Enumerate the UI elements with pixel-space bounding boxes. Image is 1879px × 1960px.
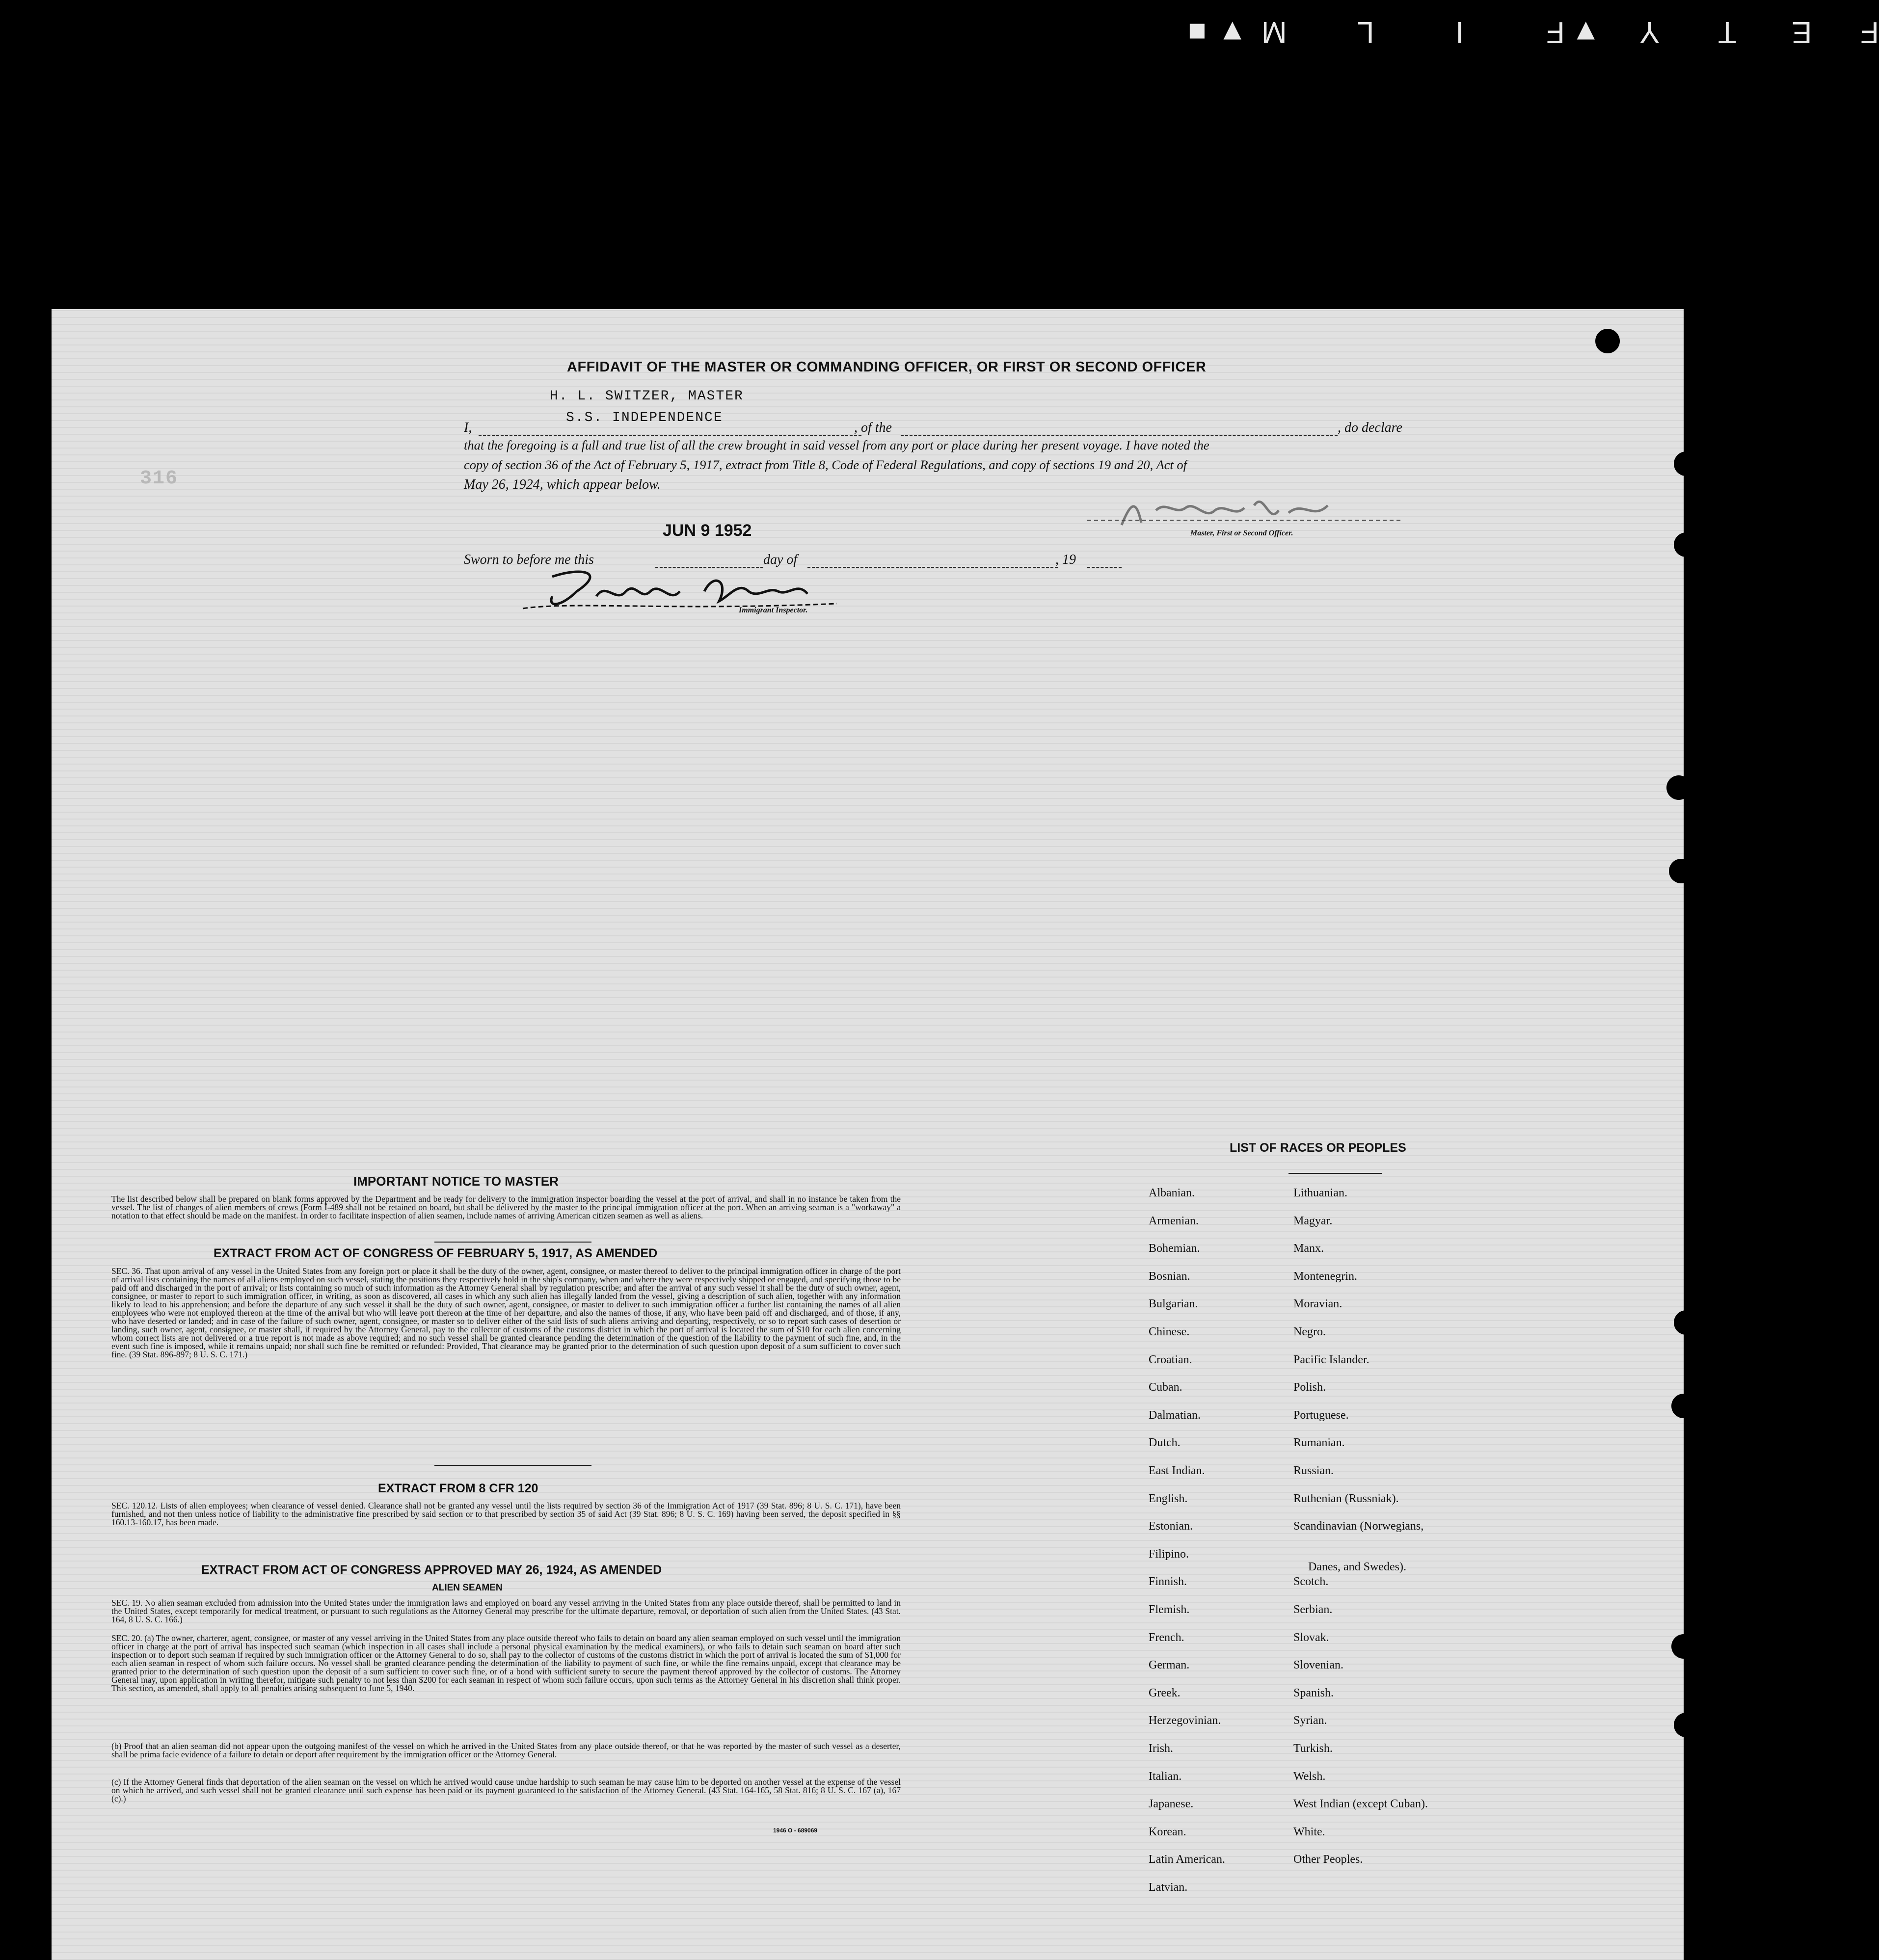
race-item: Rumanian.	[1293, 1436, 1345, 1450]
punch-hole	[1674, 451, 1698, 476]
inspector-caption: Immigrant Inspector.	[739, 606, 808, 614]
affidavit-line-2: that the foregoing is a full and true list of all the crew brought in said vessel from any port or place during her present voyage. I have noted the	[464, 438, 1209, 452]
race-item: Finnish.	[1149, 1575, 1187, 1589]
race-item: Latvian.	[1149, 1881, 1188, 1894]
race-item: Bosnian.	[1149, 1270, 1190, 1283]
punch-hole	[1669, 859, 1693, 883]
extract-1924-sec19: SEC. 19. No alien seaman excluded from admission into the United States under the immigration laws and employed on board any vessel arriving in the United States from any place outside thereof, shall be permitted to land in the United States, except temporarily for medical treatment, or pursuant to such regulations as the Attorney General may prescribe for the ultimate departure, removal, or deportation of such alien from the United States. (43 Stat. 164, 8 U. S. C. 166.)	[111, 1598, 901, 1624]
affidavit-line-3: copy of section 36 of the Act of February 5, 1917, extract from Title 8, Code of Federal Regulations, and copy of sections 19 and 20, Act of	[464, 457, 1187, 472]
race-item: Slovak.	[1293, 1631, 1329, 1644]
film-letter: E	[1792, 15, 1812, 49]
race-item: Russian.	[1293, 1464, 1334, 1477]
race-item: Bulgarian.	[1149, 1298, 1198, 1311]
race-item: French.	[1149, 1631, 1184, 1644]
film-letter: ▼	[1571, 15, 1601, 49]
date-stamp: JUN 9 1952	[663, 521, 752, 540]
affidavit-title: AFFIDAVIT OF THE MASTER OR COMMANDING OFFICER, OR FIRST OR SECOND OFFICER	[567, 359, 1207, 375]
film-letter: T	[1718, 15, 1737, 49]
race-item: Armenian.	[1149, 1214, 1199, 1227]
race-item: White.	[1293, 1825, 1325, 1838]
affidavit-do-declare: , do declare	[1338, 420, 1402, 435]
race-item: Dalmatian.	[1149, 1408, 1201, 1422]
race-item: East Indian.	[1149, 1464, 1205, 1477]
punch-hole	[1595, 329, 1620, 353]
punch-hole	[1671, 1634, 1696, 1659]
alien-seamen-subtitle: ALIEN SEAMEN	[432, 1583, 503, 1593]
race-item: Moravian.	[1293, 1298, 1342, 1311]
race-item: Portuguese.	[1293, 1408, 1349, 1422]
film-letter: Y	[1639, 15, 1660, 49]
race-item: Negro.	[1293, 1325, 1326, 1338]
race-item: Chinese.	[1149, 1325, 1190, 1338]
race-item: Spanish.	[1293, 1686, 1334, 1699]
sworn-year: , 19	[1055, 552, 1076, 567]
race-item: English.	[1149, 1492, 1188, 1505]
extract-1917-body: SEC. 36. That upon arrival of any vessel in the United States from any foreign port or place it shall be the duty of the owner, agent, consignee, or master thereof to deliver to the principal immigration officer in charge of the port of arrival lists containing the names of all aliens employed on such vessel, stating the positions they respectively hold in the ship's company, when and where they were respectively shipped or engaged, and specifying those to be paid off and discharged in the port of arrival; or lists containing so much of such information as the Attorney General shall by regulation prescribe; and after the arrival of any such vessel it shall be the duty of such owner, agent, consignee, or master to report to such immigration officer, in writing, as soon as discovered, all cases in which any such alien has illegally landed from the vessel, giving a description of such alien, together with any information likely to lead to his apprehension; and before the departure of any such vessel it shall be the duty of such owner, agent, consignee, or master to deliver to such immigration officer a further list containing the names of all alien employees who were not employed thereon at the time of the arrival but who will leave port thereon at the time of her departure, and also the names of those, if any, who have been paid off and discharged, and of those, if any, who have deserted or landed; and in case of the failure of such owner, agent, consignee, or master so to deliver either of the said lists of such aliens arriving and departing, respectively, or so to report such cases of desertion or landing, such owner, agent, consignee, or master shall, if required by the Attorney General, pay to the collector of customs of the customs district in which the port of arrival is located the sum of $10 for each alien concerning whom correct lists are not delivered or a true report is not made as above required; and no such vessel shall be granted clearance pending the determination of the question of the liability to the payment of such fine, and, in the event such fine is imposed, while it remains unpaid; nor shall such fine be remitted or refunded: Provided, That clearance may be granted prior to the determination of such question upon deposit of a sum sufficient to cover such fine. (39 Stat. 896-897; 8 U. S. C. 171.)	[111, 1266, 901, 1359]
race-item: Cuban.	[1149, 1381, 1182, 1394]
race-item: Slovenian.	[1293, 1659, 1343, 1672]
race-item: Scotch.	[1293, 1575, 1329, 1589]
film-letter: L	[1357, 15, 1374, 49]
race-item: Lithuanian.	[1293, 1187, 1347, 1199]
punch-hole	[1666, 775, 1691, 800]
sworn-prefix: Sworn to before me this	[464, 552, 594, 567]
punch-hole	[1671, 1394, 1696, 1418]
race-item: Ruthenian (Russniak).	[1293, 1492, 1399, 1505]
race-item: Other Peoples.	[1293, 1853, 1363, 1866]
race-item: Flemish.	[1149, 1603, 1190, 1616]
film-letter: F	[1546, 15, 1565, 49]
margin-number: 316	[140, 468, 179, 490]
extract-cfr-body: SEC. 120.12. Lists of alien employees; when clearance of vessel denied. Clearance shall not be granted any vessel until the lists required by section 36 of the Immigration Act of 1917 (39 Stat. 896; 8 U. S. C. 171), have been furnished, and not then unless notice of liability to the administrative fine prescribed by said section or to that prescribed by section 35 of said Act (39 Stat. 896; 8 U. S. C. 169) having been served, the deposit specified in §§ 160.13-160.17, has been made.	[111, 1501, 901, 1527]
document-page	[52, 309, 1684, 1960]
race-item: Filipino.	[1149, 1547, 1189, 1561]
race-item: Polish.	[1293, 1381, 1326, 1394]
race-item: Estonian.	[1149, 1520, 1193, 1533]
race-item: Welsh.	[1293, 1770, 1326, 1783]
punch-hole	[1674, 1310, 1698, 1335]
extract-1924-sec20c: (c) If the Attorney General finds that deportation of the alien seaman on the vessel on which he arrived would cause undue hardship to such seaman he may cause him to be deported on another vessel at the expense of the vessel on which he arrived, and such vessel shall not be granted clearance until such expense has been paid or its payment guaranteed to the satisfaction of the Attorney General. (43 Stat. 164-165, 58 Stat. 816; 8 U. S. C. 167 (a), 167 (c).)	[111, 1777, 901, 1803]
extract-cfr-title: EXTRACT FROM 8 CFR 120	[378, 1482, 538, 1495]
notice-title: IMPORTANT NOTICE TO MASTER	[353, 1174, 559, 1189]
race-item: Dutch.	[1149, 1436, 1181, 1450]
race-item: Magyar.	[1293, 1214, 1333, 1227]
race-item: Croatian.	[1149, 1353, 1192, 1366]
race-item: Montenegrin.	[1293, 1270, 1357, 1283]
race-item: Pacific Islander.	[1293, 1353, 1369, 1366]
extract-1917-title: EXTRACT FROM ACT OF CONGRESS OF FEBRUARY 5, 1917, AS AMENDED	[214, 1246, 658, 1260]
race-item: Bohemian.	[1149, 1242, 1200, 1255]
race-item: Scandinavian (Norwegians,	[1293, 1520, 1424, 1533]
typed-master-name: H. L. SWITZER, MASTER	[550, 389, 744, 404]
film-letter: I	[1455, 15, 1464, 49]
race-item: Irish.	[1149, 1742, 1173, 1755]
race-item: Turkish.	[1293, 1742, 1333, 1755]
film-letter: F	[1860, 15, 1879, 49]
film-strip	[0, 15, 1879, 54]
race-item: Korean.	[1149, 1825, 1186, 1838]
race-item: Danes, and Swedes).	[1308, 1560, 1406, 1573]
race-item: German.	[1149, 1659, 1190, 1672]
extract-1924-sec20b: (b) Proof that an alien seaman did not appear upon the outgoing manifest of the vessel on which he arrived in the United States from any place outside thereof, or that he was reported by the master of such vessel as a deserter, shall be prima facie evidence of a failure to detain or deport after requirement by the immigration officer or the Attorney General.	[111, 1741, 901, 1759]
race-item: Syrian.	[1293, 1714, 1327, 1727]
sworn-day-of: day of	[763, 552, 798, 567]
film-letter: M	[1262, 15, 1287, 49]
race-item: Greek.	[1149, 1686, 1181, 1699]
master-signature	[1058, 481, 1401, 535]
extract-1924-title: EXTRACT FROM ACT OF CONGRESS APPROVED MAY 26, 1924, AS AMENDED	[201, 1563, 662, 1577]
races-title: LIST OF RACES OR PEOPLES	[1230, 1141, 1406, 1155]
signature-caption: Master, First or Second Officer.	[1190, 529, 1293, 537]
film-letter: ▼	[1217, 15, 1248, 49]
film-letter: ■	[1188, 15, 1207, 49]
race-item: Japanese.	[1149, 1798, 1194, 1811]
extract-1924-sec20a: SEC. 20. (a) The owner, charterer, agent, consignee, or master of any vessel arriving in the United States from any place outside thereof who fails to detain on board any alien seaman employed on such vessel until the immigration officer in charge at the port of arrival has inspected such seaman (which inspection in all cases shall include a personal physical examination by the medical examiners), or who fails to detain such seaman on board after such inspection or to deport such seaman if required by such immigration officer or the Attorney General to do so, shall pay to the collector of customs of the customs district in which the port of arrival is located the sum of $1,000 for each alien seaman in respect of whom such failure occurs. No vessel shall be granted clearance pending the determination of the liability to payment of such fine, or while the fine remains unpaid, except that clearance may be granted prior to the determination of such question upon the deposit of a sum sufficient to cover such fine, or of a bond with sufficient surety to secure the payment thereof approved by the collector of customs. The Attorney General may, upon application in writing therefor, mitigate such penalty to not less than $200 for each seaman in respect of whom such failure occurs, upon such terms as the Attorney General in his discretion shall think proper. This section, as amended, shall apply to all penalties arising subsequent to June 5, 1940.	[111, 1633, 901, 1693]
race-item: Latin American.	[1149, 1853, 1225, 1866]
race-item: West Indian (except Cuban).	[1293, 1798, 1428, 1811]
race-item: Albanian.	[1149, 1187, 1195, 1199]
notice-body: The list described below shall be prepared on blank forms approved by the Department and be ready for delivery to the immigration inspector boarding the vessel at the port of arrival, and shall in no instance be taken from the vessel. The list of changes of alien members of crews (Form I-489 shall not be retained on board, but shall be delivered by the master to the principal immigration officer at the port. When an arriving seaman is a "workaway" a notation to that effect should be made on the manifest. In order to facilitate inspection of alien seamen, include names of arriving American citizen seamen as well as aliens.	[111, 1194, 901, 1220]
affidavit-of-the: , of the	[854, 420, 892, 435]
affidavit-i: I,	[464, 420, 472, 435]
race-item: Serbian.	[1293, 1603, 1333, 1616]
print-code: 1946 O - 689069	[773, 1827, 818, 1834]
race-item: Manx.	[1293, 1242, 1324, 1255]
affidavit-line-4: May 26, 1924, which appear below.	[464, 477, 661, 492]
race-item: Italian.	[1149, 1770, 1182, 1783]
punch-hole	[1674, 532, 1698, 557]
typed-vessel-name: S.S. INDEPENDENCE	[566, 410, 723, 425]
punch-hole	[1674, 1713, 1698, 1737]
race-item: Herzegovinian.	[1149, 1714, 1221, 1727]
